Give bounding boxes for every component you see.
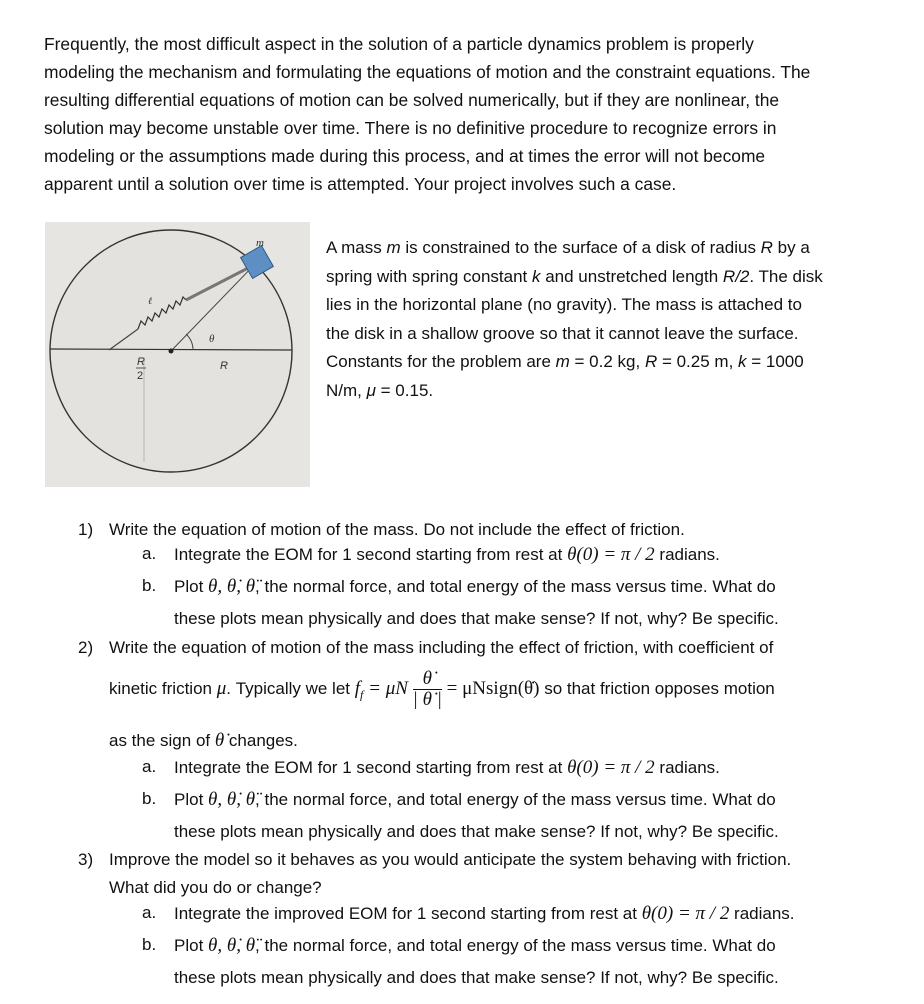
text: Integrate the EOM for 1 second starting from rest at xyxy=(174,758,568,777)
text: Integrate the improved EOM for 1 second starting from rest at xyxy=(174,904,642,923)
friction-eq: = μN xyxy=(363,678,408,699)
text: , the normal force, and total energy of the mass versus time. What do xyxy=(255,577,776,596)
q1-number: 1) xyxy=(78,520,94,539)
text: = 0.25 m, xyxy=(657,352,739,371)
initial-condition: θ(0) = π / 2 xyxy=(567,757,655,778)
var-R: R xyxy=(644,352,658,371)
q2-line3 xyxy=(109,730,298,752)
intro-line: modeling the mechanism and formulating the equations of motion and the constraint equations. The xyxy=(44,62,811,82)
text: A mass xyxy=(326,238,387,257)
var-mu: μ xyxy=(366,380,376,400)
sign-eq: = μNsign(θ̇) xyxy=(446,678,540,699)
text: as the sign of xyxy=(109,731,215,750)
desc-line-4: the disk in a shallow groove so that it cannot leave the surface. xyxy=(326,323,799,343)
q2a-text xyxy=(174,757,720,779)
q2-number: 2) xyxy=(78,638,94,657)
text: . The disk xyxy=(749,266,823,286)
q3-number: 3) xyxy=(78,850,94,869)
var-m: m xyxy=(386,238,401,257)
q1-text: Write the equation of motion of the mass. Do not include the effect of friction. xyxy=(109,520,685,539)
q1b-text xyxy=(174,576,776,598)
text: Integrate the EOM for 1 second starting from rest at xyxy=(174,545,568,564)
q2b-text2: these plots mean physically and does that make sense? If not, why? Be specific. xyxy=(174,822,779,841)
text: Constants for the problem are xyxy=(326,352,556,371)
disk-figure xyxy=(45,222,310,487)
text: kinetic friction xyxy=(109,679,217,698)
var-k: k xyxy=(532,266,541,286)
initial-condition: θ(0) = π / 2 xyxy=(641,903,730,924)
intro-line: Frequently, the most difficult aspect in the solution of a particle dynamics problem is properly xyxy=(44,34,754,54)
var-R-half: R/2 xyxy=(722,266,750,286)
initial-condition: θ(0) = π / 2 xyxy=(567,544,655,565)
intro-line: modeling or the assumptions made during this process, and at times the error will not become xyxy=(44,146,766,166)
text: changes. xyxy=(224,731,298,750)
fraction-denominator: | θ̇ | xyxy=(412,689,442,711)
q3-text2: What did you do or change? xyxy=(109,878,322,897)
text: Plot xyxy=(174,577,209,596)
disk-diagram xyxy=(45,222,310,487)
q2-text: Write the equation of motion of the mass including the effect of friction, with coefficient of xyxy=(109,638,774,657)
text: Plot xyxy=(174,936,209,955)
friction-symbol: f xyxy=(354,678,361,699)
text: spring with spring constant xyxy=(326,266,532,286)
theta-derivatives: θ, θ̇, θ̈ xyxy=(208,935,256,956)
var-R: R xyxy=(760,238,773,257)
q1a-label: a. xyxy=(142,544,157,563)
desc-line-3: lies in the horizontal plane (no gravity). The mass is attached to xyxy=(326,295,802,314)
text: and unstretched length xyxy=(540,266,723,286)
q2a-label: a. xyxy=(142,757,157,776)
desc-line-1 xyxy=(326,234,886,263)
intro-line: apparent until a solution over time is attempted. Your project involves such a case. xyxy=(44,174,677,194)
q1a-text xyxy=(174,544,720,566)
label-theta: θ xyxy=(209,333,215,345)
text: = 1000 xyxy=(746,352,804,371)
text: = 0.2 kg, xyxy=(569,352,645,371)
var-k: k xyxy=(738,352,747,371)
q3-text: Improve the model so it behaves as you would anticipate the system behaving with friction. xyxy=(109,850,792,869)
text: Plot xyxy=(174,790,209,809)
q2b-text xyxy=(174,789,776,811)
text: is constrained to the surface of a disk of radius xyxy=(400,238,761,257)
problem-description xyxy=(326,234,886,405)
theta-dot: θ̇ xyxy=(214,730,225,751)
var-m: m xyxy=(555,352,570,371)
intro-paragraph xyxy=(44,30,884,198)
text: radians. xyxy=(654,758,720,777)
q2-friction-line xyxy=(109,668,775,715)
intro-line: resulting differential equations of motion can be solved numerically, but if they are nonlinear, the xyxy=(44,90,780,110)
label-m: m xyxy=(256,237,264,249)
text: = 0.15. xyxy=(375,380,434,400)
q3b-text2: these plots mean physically and does that make sense? If not, why? Be specific. xyxy=(174,968,779,987)
text: . Typically we let xyxy=(226,679,355,698)
label-R-half-den: 2 xyxy=(137,370,144,382)
text: N/m, xyxy=(326,380,367,400)
intro-line: solution may become unstable over time. There is no definitive procedure to recognize errors in xyxy=(44,118,777,138)
q3a-label: a. xyxy=(142,903,157,922)
text: by a xyxy=(772,238,810,257)
desc-line-6 xyxy=(326,377,886,406)
text: so that friction opposes motion xyxy=(539,679,775,698)
q1b-label: b. xyxy=(142,576,157,595)
theta-derivatives: θ, θ̇, θ̈ xyxy=(208,576,256,597)
q3b-label: b. xyxy=(142,935,157,954)
fraction-numerator: θ̇ xyxy=(413,669,442,690)
velocity-fraction xyxy=(413,669,442,710)
text: radians. xyxy=(654,545,720,564)
text: , the normal force, and total energy of the mass versus time. What do xyxy=(255,790,776,809)
text: radians. xyxy=(729,904,795,923)
disk-center xyxy=(169,349,174,354)
q3b-text xyxy=(174,935,776,957)
desc-line-2 xyxy=(326,263,886,292)
text: , the normal force, and total energy of the mass versus time. What do xyxy=(255,936,776,955)
theta-derivatives: θ, θ̇, θ̈ xyxy=(208,789,256,810)
label-l: ℓ xyxy=(148,296,153,307)
label-R-half-num: R xyxy=(137,356,145,368)
q1b-text2: these plots mean physically and does that make sense? If not, why? Be specific. xyxy=(174,609,779,628)
q2b-label: b. xyxy=(142,789,157,808)
desc-line-5 xyxy=(326,348,886,377)
q3a-text xyxy=(174,903,795,925)
friction-subscript: f xyxy=(360,687,364,702)
var-mu: μ xyxy=(216,678,227,699)
label-R: R xyxy=(220,360,228,372)
